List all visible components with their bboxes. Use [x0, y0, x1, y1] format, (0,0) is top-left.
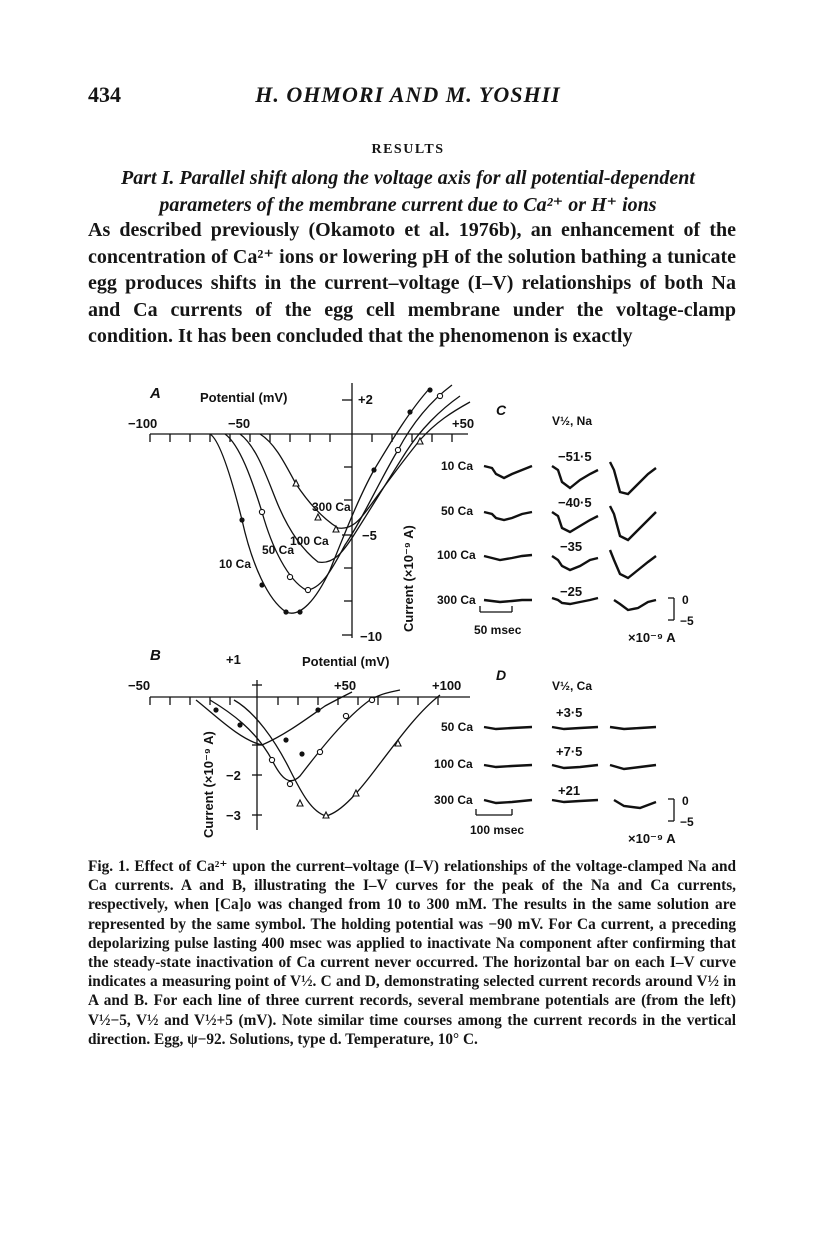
subsection-heading: Part I. Parallel shift along the voltage axis for all potential-dependent parameters of the membrane current due to Ca²⁺ or H⁺ ions [121, 167, 695, 216]
trace-d-300ca-2 [552, 800, 598, 802]
panel-b-ytick-3: −3 [226, 808, 241, 823]
trace-c-10ca-3 [610, 462, 656, 494]
panel-b-xlabel: Potential (mV) [302, 654, 390, 669]
panel-a-xtick-3: +50 [452, 416, 475, 431]
trace-c-300ca-1 [484, 600, 532, 602]
panel-b-label: B [150, 647, 161, 664]
curve-300ca [260, 402, 470, 528]
trace-c-50ca-3 [610, 506, 656, 540]
running-head-authors: H. OHMORI AND M. YOSHII [255, 82, 561, 107]
curve-label-50ca: 50 Ca [262, 543, 295, 557]
trace-d-50ca-3 [610, 727, 656, 729]
panel-a-ylabel: Current (×10⁻⁹ A) [401, 525, 416, 632]
panel-c-row-3: 100 Ca [437, 548, 476, 562]
trace-d-100ca-3 [610, 765, 656, 769]
panel-c-value-3: −35 [560, 539, 583, 554]
panel-b-ylabel: Current (×10⁻⁹ A) [201, 731, 216, 838]
panel-c-row-1: 10 Ca [441, 459, 474, 473]
panel-b-ytick-1: +1 [226, 652, 241, 667]
curve-b-300ca [234, 695, 440, 816]
panel-d-value-3: +21 [558, 783, 581, 798]
panel-d-scale-unit: ×10⁻⁹ A [628, 831, 676, 846]
trace-d-100ca-2 [552, 765, 598, 768]
panel-d-scale-minus5: −5 [680, 815, 694, 829]
trace-d-300ca-3 [614, 800, 656, 808]
section-heading: RESULTS [371, 142, 445, 157]
panel-b-ytick-2: −2 [226, 768, 241, 783]
panel-d-time-label: 100 msec [470, 823, 525, 837]
panel-c-value-4: −25 [560, 584, 583, 599]
panel-d-scale-zero: 0 [682, 794, 689, 808]
panel-d-row-3: 300 Ca [434, 793, 473, 807]
panel-c-header: V½, Na [552, 414, 593, 428]
trace-c-50ca-1 [484, 512, 532, 520]
panel-c-row-2: 50 Ca [441, 504, 474, 518]
panel-d-value-2: +7·5 [556, 744, 583, 759]
panel-b-xtick-2: +50 [334, 678, 357, 693]
panel-c-label: C [496, 402, 507, 418]
panel-c-value-1: −51·5 [558, 449, 592, 464]
panel-c-row-4: 300 Ca [437, 593, 476, 607]
panel-c-scale-unit: ×10⁻⁹ A [628, 630, 676, 645]
panel-c-value-2: −40·5 [558, 495, 592, 510]
panel-a-ytick-3: −10 [360, 629, 383, 644]
curve-label-100ca: 100 Ca [290, 534, 329, 548]
panel-c-scale-minus5: −5 [680, 614, 694, 628]
trace-d-300ca-1 [484, 800, 532, 803]
trace-c-100ca-1 [484, 555, 532, 560]
trace-d-100ca-1 [484, 765, 532, 767]
panel-a-ytick-1: +2 [358, 392, 373, 407]
trace-d-50ca-2 [552, 727, 598, 729]
trace-c-10ca-2 [552, 466, 598, 488]
page-number: 434 [88, 82, 121, 107]
panel-d-row-2: 100 Ca [434, 757, 473, 771]
curve-label-10ca: 10 Ca [219, 557, 252, 571]
trace-c-50ca-2 [552, 512, 598, 532]
panel-a-ytick-2: −5 [362, 528, 377, 543]
panel-b-xtick-1: −50 [128, 678, 151, 693]
curve-50ca [225, 385, 452, 590]
curve-b-50ca [196, 692, 352, 745]
panel-a-xlabel: Potential (mV) [200, 390, 288, 405]
panel-a-xtick-1: −100 [128, 416, 158, 431]
panel-b-xtick-3: +100 [432, 678, 462, 693]
panel-a-label: A [150, 385, 161, 402]
panel-a-xtick-2: −50 [228, 416, 251, 431]
trace-c-10ca-1 [484, 466, 532, 478]
panel-c-scale-zero: 0 [682, 593, 689, 607]
panel-d-row-1: 50 Ca [441, 720, 474, 734]
panel-d-header: V½, Ca [552, 679, 593, 693]
trace-d-50ca-1 [484, 727, 532, 729]
panel-d-value-1: +3·5 [556, 705, 583, 720]
curve-label-300ca: 300 Ca [312, 500, 351, 514]
panel-c-time-label: 50 msec [474, 623, 522, 637]
body-paragraph: As described previously (Okamoto et al. 1976b), an enhancement of the concentration of Ca²⁺ ions or lowering pH of the solution bathing a tunicate egg produces shifts in the current–voltage (I–V) relationships of both Na and Ca currents of the egg cell membrane under the voltage-clamp condition. It has been concluded that the phenomenon is exactly [88, 219, 736, 347]
panel-d-label: D [496, 667, 507, 683]
trace-c-100ca-3 [610, 550, 656, 578]
figure-caption: Fig. 1. Effect of Ca²⁺ upon the current–voltage (I–V) relationships of the voltage-clamped Na and Ca currents. A and B, illustrating the I–V curves for the peak of the Na and Ca currents, respectively, when [Ca]o was changed from 10 to 300 mM. The results in the same solution are represented by the same symbol. The holding potential was −90 mV. For Ca current, a preceding depolarizing pulse lasting 400 msec was applied to inactivate Na component after confirming that the steady-state inactivation of Ca current never occurred. The horizontal bar on each I–V curve indicates a measuring point of V½. C and D, demonstrating selected current records around V½ in A and B. For each line of three current records, several membrane potentials are (from the left) V½−5, V½ and V½+5 (mV). Note similar time courses among the current records in the vertical direction. Egg, ψ−92. Solutions, type d. Temperature, 10° C. [88, 858, 736, 1048]
trace-c-300ca-3 [614, 600, 656, 610]
trace-c-100ca-2 [552, 556, 598, 570]
